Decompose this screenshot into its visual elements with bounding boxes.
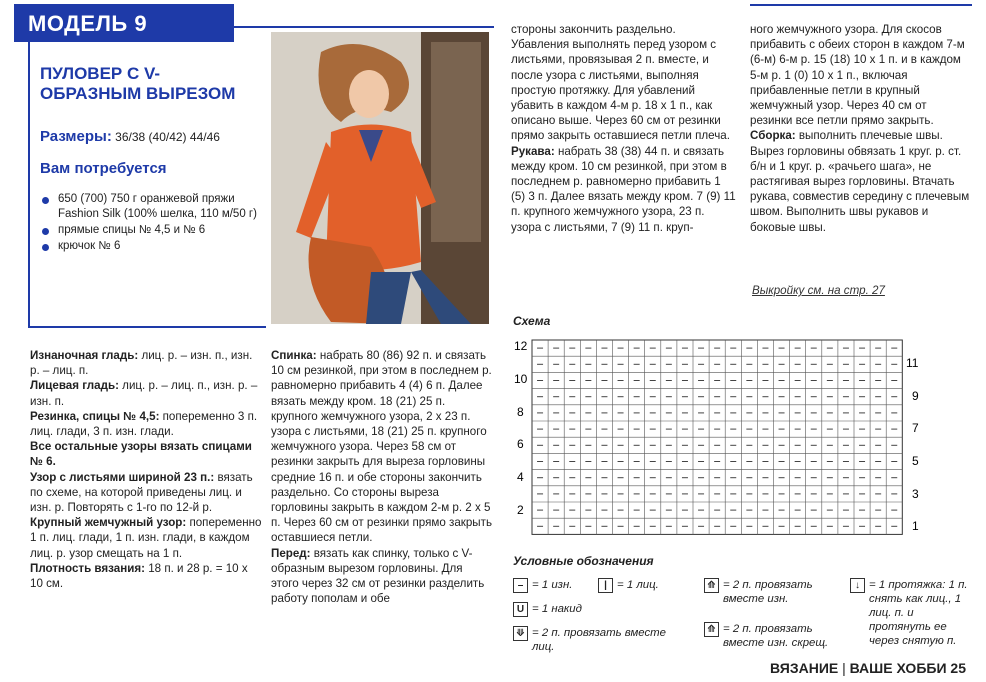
purl-symbol-icon: – [513, 578, 528, 593]
legend-text: = 1 изн. [532, 579, 573, 591]
purl-together-twisted-icon: ⟰ [704, 622, 719, 637]
legend-text: = 2 п. провязать вместе лиц. [532, 627, 667, 653]
legend-item [850, 578, 978, 648]
term: Плотность вязания: [30, 561, 145, 575]
row-label: 8 [517, 405, 524, 419]
paragraph [30, 409, 262, 439]
magazine-tagline: ВАШЕ ХОББИ [849, 660, 947, 676]
definition: попеременно 3 п. лиц. глади, 3 п. изн. глади. [30, 409, 258, 439]
materials-heading: Вам потребуется [40, 160, 167, 177]
definition: набрать 38 (38) 44 п. и связать между кром. 10 см резинкой, при этом в последнем р. равномерно прибавить 1 (5) 3 п. Далее вязать между кром. 7 (9) 11 п. крупного жемчужного узора, 23 п. узора с листьями, 7 (9) 11 п. круп- [511, 144, 736, 234]
footer [770, 660, 966, 676]
top-rule [234, 26, 494, 28]
row-label: 6 [517, 437, 524, 451]
knitting-chart [506, 334, 926, 540]
legend-item [513, 578, 572, 593]
column-3 [511, 22, 737, 235]
legend-text: = 1 лиц. [617, 579, 659, 591]
row-label: 11 [906, 356, 919, 370]
schema-label: Схема [513, 314, 551, 328]
chart-grid [532, 340, 902, 534]
term: Рукава: [511, 144, 555, 158]
sizes [40, 128, 260, 145]
paragraph [271, 348, 493, 546]
definition: лиц. р. – лиц. п., изн. р. – изн. п. [30, 379, 258, 408]
footer-separator: | [838, 660, 850, 676]
knit-symbol-icon: | [598, 578, 613, 593]
definition: лиц. р. – изн. п., изн. р. – лиц. п. [30, 349, 253, 378]
purl-together-icon: ⟰ [704, 578, 719, 593]
paragraph [511, 144, 737, 235]
paragraph [750, 128, 972, 234]
garment-title: ПУЛОВЕР С V-ОБРАЗНЫМ ВЫРЕЗОМ [40, 64, 236, 103]
row-label: 5 [912, 454, 919, 468]
row-label: 9 [912, 389, 919, 403]
definition: набрать 80 (86) 92 п. и связать 10 см резинкой, при этом в последнем р. равномерно прибавить 4 (4) 6 п. Далее вязать между кром. 18 (21) 25 п. крупного жемчужного узора, 2 х 23 п. узора с листьями, 18 (21) 25 п. крупного жемчужного узора. Через 58 см от резинки закрыть для выреза горловины средние 16 п. и обе стороны закончить раздельно. Со стороны выреза горловины закрыть в каждом 2-м р. 2 х 5 п. Через 60 см от резинки прямо закрыть оставшиеся петли. [271, 349, 492, 545]
model-title: МОДЕЛЬ 9 [28, 11, 148, 36]
term: Крупный жемчужный узор: [30, 516, 187, 530]
legend-item [704, 622, 844, 650]
model-photo [271, 32, 489, 324]
definition: 18 п. и 28 р. = 10 х 10 см. [30, 561, 248, 591]
model-tab [14, 4, 234, 42]
paragraph [30, 470, 262, 516]
row-labels-left [514, 339, 528, 517]
model-photo-illustration [271, 32, 489, 324]
column-4 [750, 22, 972, 235]
term: Лицевая гладь: [30, 379, 119, 393]
material-item: крючок № 6 [40, 239, 260, 254]
row-label: 3 [912, 487, 919, 501]
paragraph [271, 546, 493, 607]
material-item: 650 (700) 750 г оранжевой пряжи Fashion Silk (100% шелка, 110 м/50 г) [40, 192, 260, 222]
legend-text: = 2 п. провязать вместе изн. [723, 579, 813, 605]
row-label: 7 [912, 421, 919, 435]
row-label: 10 [514, 372, 528, 386]
paragraph [30, 515, 262, 561]
pattern-link[interactable]: Выкройку см. на стр. 27 [752, 284, 885, 297]
row-label: 2 [517, 503, 524, 517]
yarn-over-icon: U [513, 602, 528, 617]
sizes-value: 36/38 (40/42) 44/46 [115, 130, 220, 144]
term: Изнаночная гладь: [30, 349, 139, 362]
term: Перед: [271, 546, 311, 560]
row-label: 12 [514, 339, 528, 353]
column-1 [30, 348, 262, 591]
material-item: прямые спицы № 4,5 и № 6 [40, 223, 260, 238]
materials-list [40, 192, 260, 255]
legend-item [513, 626, 683, 654]
definition: стороны закончить раздельно. Убавления выполнять перед узором с листьями, провязывая 2 п. вместе, и после узора с листьями, выполняя простую протяжку. Для убавлений убавить в каждом 4-м р. 18 х 1 п., как описано выше. Через 60 см от резинки прямо закрыть оставшиеся петли плеча. [511, 23, 730, 143]
term: Резинка, спицы № 4,5: [30, 409, 160, 423]
top-rule-right [750, 4, 972, 6]
term: Спинка: [271, 349, 317, 362]
row-label: 1 [912, 519, 919, 533]
definition: ного жемчужного узора. Для скосов прибавить с обеих сторон в каждом 7-м (6-м) 6-м р. 15 (18) 10 х 1 п. и в каждом 5-м р. 1 (0) 10 х 1 п., включая прибавленные петли в крупный жемчужный узор. Через 40 см от резинки все петли прямо закрыть. [750, 23, 965, 128]
term: Сборка: [750, 129, 796, 143]
legend-text: = 1 протяжка: 1 п. снять как лиц., 1 лиц. п. и протянуть ее через снятую п. [869, 579, 968, 647]
knit-together-icon: ⟱ [513, 626, 528, 641]
definition: вязать как спинку, только с V-образным вырезом горловины. Для этого через 32 см от резинки разделить работу пополам и обе [271, 546, 485, 606]
slip-decrease-icon: ↓ [850, 578, 865, 593]
legend-title: Условные обозначения [513, 554, 654, 568]
term: Все остальные узоры вязать спицами № 6. [30, 440, 252, 469]
legend-text: = 2 п. провязать вместе изн. скрещ. [723, 623, 829, 649]
row-label: 4 [517, 470, 524, 484]
legend-item [598, 578, 659, 593]
paragraph [30, 378, 262, 408]
column-2 [271, 348, 493, 606]
paragraph [30, 561, 262, 591]
paragraph [750, 22, 972, 128]
definition: выполнить плечевые швы. Вырез горловины обвязать 1 круг. р. ст. б/н и 1 круг. р. «рачьего шага», не растягивая вырез горловины. Втачать рукава, совместив середину с плечевым швом. Выполнить швы рукавов и боковые швы. [750, 129, 970, 234]
definition: вязать по схеме, на которой приведены лиц. и изн. р. Повторять с 1-го по 12-й р. [30, 470, 253, 515]
paragraph [30, 348, 262, 378]
legend-item [704, 578, 844, 606]
term: Узор с листьями шириной 23 п.: [30, 470, 215, 484]
legend-item [513, 602, 582, 617]
paragraph [30, 439, 262, 469]
row-labels-right [906, 356, 919, 533]
paragraph [511, 22, 737, 144]
magazine-name: ВЯЗАНИЕ [770, 660, 839, 676]
legend-text: = 1 накид [532, 603, 582, 615]
sizes-label: Размеры: [40, 128, 112, 145]
page-number: 25 [950, 660, 966, 676]
definition: попеременно 1 п. лиц. глади, 1 п. изн. глади, в каждом лиц. р. узор смещать на 1 п. [30, 516, 262, 560]
